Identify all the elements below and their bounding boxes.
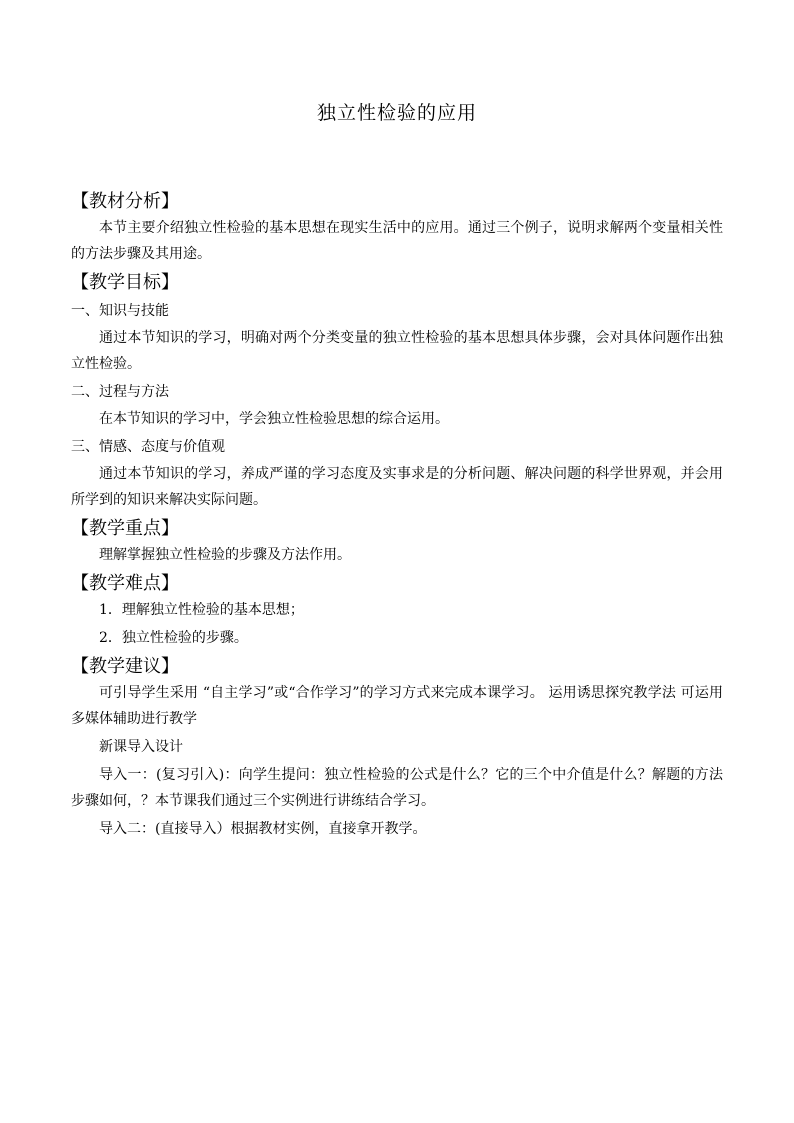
heading-focus: 【教学重点】 [71, 518, 179, 539]
goals-paragraph-3: 通过本节知识的学习，养成严谨的学习态度及实事求是的分析问题、解决问题的科学世界观，并会用所学到的知识来解决实际问题。 [71, 466, 723, 508]
heading-difficulty: 【教学难点】 [71, 573, 179, 594]
difficulty-item-1: 1．理解独立性检验的基本思想； [99, 602, 304, 618]
analysis-paragraph: 本节主要介绍独立性检验的基本思想在现实生活中的应用。通过三个例子，说明求解两个变量相关性的方法步骤及其用途。 [71, 220, 723, 262]
suggestion-paragraph-3: 导入一：(复习引入)：向学生提问：独立性检验的公式是什么？它的三个中介值是什么？解题的方法步骤如何，？本节课我们通过三个实例进行讲练结合学习。 [71, 767, 723, 809]
goals-subheading-1: 一、知识与技能 [71, 303, 169, 319]
document-body [71, 188, 723, 844]
suggestion-paragraph-4: 导入二：(直接导入）根据教材实例，直接拿开教学。 [99, 821, 427, 837]
heading-suggestion: 【教学建议】 [71, 656, 179, 677]
document-title: 独立性检验的应用 [316, 102, 477, 124]
goals-subheading-3: 三、情感、态度与价值观 [71, 439, 225, 455]
goals-paragraph-2: 在本节知识的学习中，学会独立性检验思想的综合运用。 [99, 411, 449, 427]
focus-paragraph: 理解掌握独立性检验的步骤及方法作用。 [99, 547, 351, 563]
heading-goals: 【教学目标】 [71, 272, 179, 293]
heading-analysis: 【教材分析】 [71, 191, 179, 212]
difficulty-item-2: 2．独立性检验的步骤。 [99, 630, 248, 646]
suggestion-paragraph-2: 新课导入设计 [99, 739, 183, 755]
suggestion-paragraph-1: 可引导学生采用 “自主学习”或“合作学习”的学习方式来完成本课学习。 运用诱思探究教学法 可运用多媒体辅助进行教学 [71, 685, 723, 727]
goals-subheading-2: 二、过程与方法 [71, 384, 169, 400]
goals-paragraph-1: 通过本节知识的学习，明确对两个分类变量的独立性检验的基本思想具体步骤，会对具体问题作出独立性检验。 [71, 330, 723, 372]
